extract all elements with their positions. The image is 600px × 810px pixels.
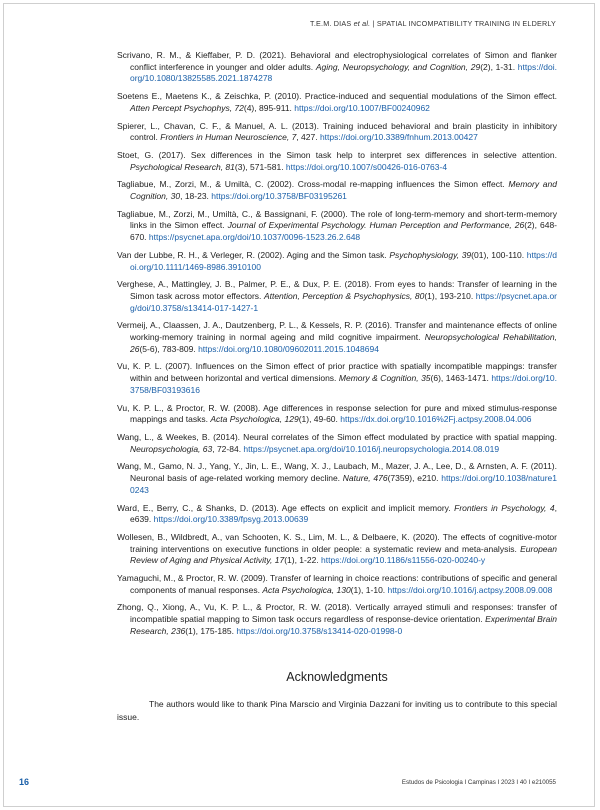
reference-details: (1), 1-22. [284,555,322,566]
reference-details: (7359), e210. [387,473,442,484]
reference-text: Vermeij, A., Claassen, J. A., Dautzenberg, P. L., & Kessels, R. P. (2016). Transfer and maintenance effects of online working-memory training in normal ageing and mild cognitive impairment. [117,320,557,343]
reference-journal: Frontiers in Psychology, 4 [454,502,555,513]
reference-journal: Acta Psychologica, 130 [262,584,351,595]
reference-item [117,121,557,144]
reference-item [117,50,557,85]
reference-item [117,209,557,244]
reference-doi-link[interactable]: https://doi.org/10.1080/13825585.2021.1874278 [130,61,557,84]
reference-text: Scrivano, R. M., & Kieffaber, P. D. (2021). Behavioral and electrophysiological correlates of Simon and flanker conflict interference in younger and older adults. [117,50,557,72]
reference-details: , 427. [296,132,320,143]
reference-journal: Frontiers in Human Neuroscience, 7 [160,132,297,143]
reference-doi-link[interactable]: https://doi.org/10.1186/s11556-020-00240-y [321,555,486,566]
reference-details: (2), 1-31. [480,61,518,72]
reference-text: Ward, E., Berry, C., & Shanks, D. (2013). Age effects on explicit and implicit memory. [117,502,455,513]
reference-journal: Psychological Research, 81 [130,161,235,172]
reference-details: (1), 49-60. [298,414,341,425]
reference-item [117,461,557,496]
acknowledgments-body: The authors would like to thank Pina Marscio and Virginia Dazzani for inviting us to contribute to this special issue. [117,699,557,722]
reference-item [117,320,557,355]
reference-text: Wollesen, B., Wildbredt, A., van Schooten, K. S., Lim, M. L., & Delbaere, K. (2020). The effects of cognitive-motor training interventions on executive functions in older people: a systematic review and meta-analysis. [117,531,557,554]
reference-doi-link[interactable]: https://doi.org/10.3758/BF03193616 [130,373,558,395]
reference-details: (1), 1-10. [350,584,388,595]
reference-list [117,50,557,644]
reference-journal: Attention, Perception & Psychophysics, 80 [263,290,425,301]
reference-item [117,250,557,273]
reference-item [117,403,557,426]
reference-text: Tagliabue, M., Zorzi, M., & Umiltà, C. (2002). Cross-modal re-mapping influences the Simon effect. [117,179,509,190]
header-title: SPATIAL INCOMPATIBILITY TRAINING IN ELDERLY [376,19,556,28]
reference-doi-link[interactable]: https://doi.org/10.1080/09602011.2015.1048694 [198,343,379,354]
reference-journal: Memory and Cognition, 30 [130,179,557,202]
reference-doi-link[interactable]: https://doi.org/10.1016/j.actpsy.2008.09.008 [387,584,553,595]
reference-doi-link[interactable]: https://dx.doi.org/10.1016%2Fj.actpsy.2008.04.006 [340,414,532,425]
reference-text: Vu, K. P. L. (2007). Influences on the Simon effect of prior practice with spatially incompatible mappings: transfer within and between horizontal and vertical dimensions. [117,361,557,384]
reference-journal: Acta Psychologica, 129 [210,414,299,425]
reference-text: Soetens E., Maetens K., & Zeischka, P. (2010). Practice-induced and sequential modulations of the Simon effect. [117,91,557,102]
header-author: T.E.M. DIAS [310,19,352,28]
reference-details: , 18-23. [180,191,212,202]
acknowledgments-heading: Acknowledgments [286,670,388,684]
reference-doi-link[interactable]: https://doi.org/10.1007/s00426-016-0763-4 [285,161,448,172]
reference-text: Yamaguchi, M., & Proctor, R. W. (2009). Transfer of learning in choice reactions: contributions of specific and general components of manual responses. [117,573,557,595]
reference-item [117,532,557,567]
reference-journal: Neuropsychological Rehabilitation, 26 [130,332,557,354]
reference-doi-link[interactable]: https://doi.org/10.1111/1469-8986.3910100 [130,249,557,272]
footer-journal-line: Estudos de Psicologia I Campinas I 2023 I 40 I e210055 [401,779,556,786]
reference-journal: Experimental Brain Research, 236 [130,614,557,636]
reference-item [117,279,557,314]
reference-doi-link[interactable]: https://psycnet.apa.org/doi/10.1016/j.neuropsychologia.2014.08.019 [243,443,500,454]
reference-details: (1), 175-185. [185,625,237,636]
reference-text: Zhong, Q., Xiong, A., Vu, K. P. L., & Proctor, R. W. (2018). Vertically arrayed stimuli and responses: transfer of incompatible spatial mapping to Simon task occurs regardless of response-device orientation. [117,602,557,625]
reference-details: , 72-84. [212,443,244,454]
reference-doi-link[interactable]: https://psycnet.apa.org/doi/10.1037/0096-1523.26.2.648 [148,232,361,243]
reference-text: Verghese, A., Mattingley, J. B., Palmer, P. E., & Dux, P. E. (2018). From eyes to hands: Transfer of learning in the Simon task across motor effectors. [117,279,557,301]
reference-details: (4), 895-911. [243,102,295,113]
reference-text: Stoet, G. (2017). Sex differences in the Simon task help to interpret sex differences in selective attention. [117,149,557,160]
reference-details: (01), 100-110. [471,249,527,260]
reference-doi-link[interactable]: https://doi.org/10.1038/nature10243 [130,473,557,495]
reference-details: , e639. [130,502,557,525]
reference-text: Vu, K. P. L., & Proctor, R. W. (2008). Age differences in response selection for pure and mixed stimulus-response mappings and tasks. [117,402,557,425]
reference-item [117,503,557,526]
reference-item [117,602,557,637]
reference-doi-link[interactable]: https://doi.org/10.1007/BF00240962 [294,102,430,113]
header-etal: et al. [353,19,371,28]
reference-details: (5-6), 783-809. [139,343,199,354]
reference-details: (2), 648-670. [130,220,558,243]
page-number: 16 [19,777,30,787]
reference-text: Van der Lubbe, R. H., & Verleger, R. (2002). Aging and the Simon task. [117,249,390,260]
reference-text: Tagliabue, M., Zorzi, M., Umiltà, C., & Bassignani, F. (2000). The role of long-term-memory and short-term-memory links in the Simon effect. [117,208,557,231]
reference-item [117,432,557,455]
reference-item [117,91,557,114]
reference-text: Wang, L., & Weekes, B. (2014). Neural correlates of the Simon effect modulated by practice with spatial mapping. [117,431,557,442]
reference-journal: Memory & Cognition, 35 [338,373,431,384]
reference-journal: Atten Percept Psychophys, 72 [130,102,244,113]
running-header [310,19,556,28]
reference-doi-link[interactable]: https://psycnet.apa.org/doi/10.3758/s13414-017-1427-1 [130,290,558,313]
reference-details: (1), 193-210. [424,290,476,301]
reference-text: Spierer, L., Chavan, C. F., & Manuel, A. L. (2013). Training induced behavioral and brain plasticity in inhibitory control. [117,120,557,143]
reference-doi-link[interactable]: https://doi.org/10.3758/s13414-020-01998-0 [236,625,403,636]
reference-doi-link[interactable]: https://doi.org/10.3758/BF03195261 [211,191,347,202]
header-separator: | [372,19,375,28]
reference-item [117,361,557,396]
reference-details: (6), 1463-1471. [430,373,492,384]
reference-item [117,150,557,173]
reference-item [117,573,557,596]
reference-text: Wang, M., Gamo, N. J., Yang, Y., Jin, L. E., Wang, X. J., Laubach, M., Mazer, J. A., Lee, D., & Arnsten, A. F. (2011). Neuronal basis of age-related working memory decline. [117,461,557,484]
reference-journal: Aging, Neuropsychology, and Cognition, 29 [315,61,481,72]
reference-details: (3), 571-581. [234,161,286,172]
reference-journal: Psychophysiology, 39 [389,249,472,260]
reference-journal: Nature, 476 [342,473,388,484]
reference-journal: Neuropsychologia, 63 [130,443,213,454]
reference-item [117,179,557,202]
reference-journal: European Review of Aging and Physical Activity, 17 [130,543,557,566]
reference-doi-link[interactable]: https://doi.org/10.3389/fnhum.2013.00427 [319,132,478,143]
reference-doi-link[interactable]: https://doi.org/10.3389/fpsyg.2013.00639 [153,514,309,525]
reference-journal: Journal of Experimental Psychology. Human Perception and Performance, 26 [227,220,525,231]
